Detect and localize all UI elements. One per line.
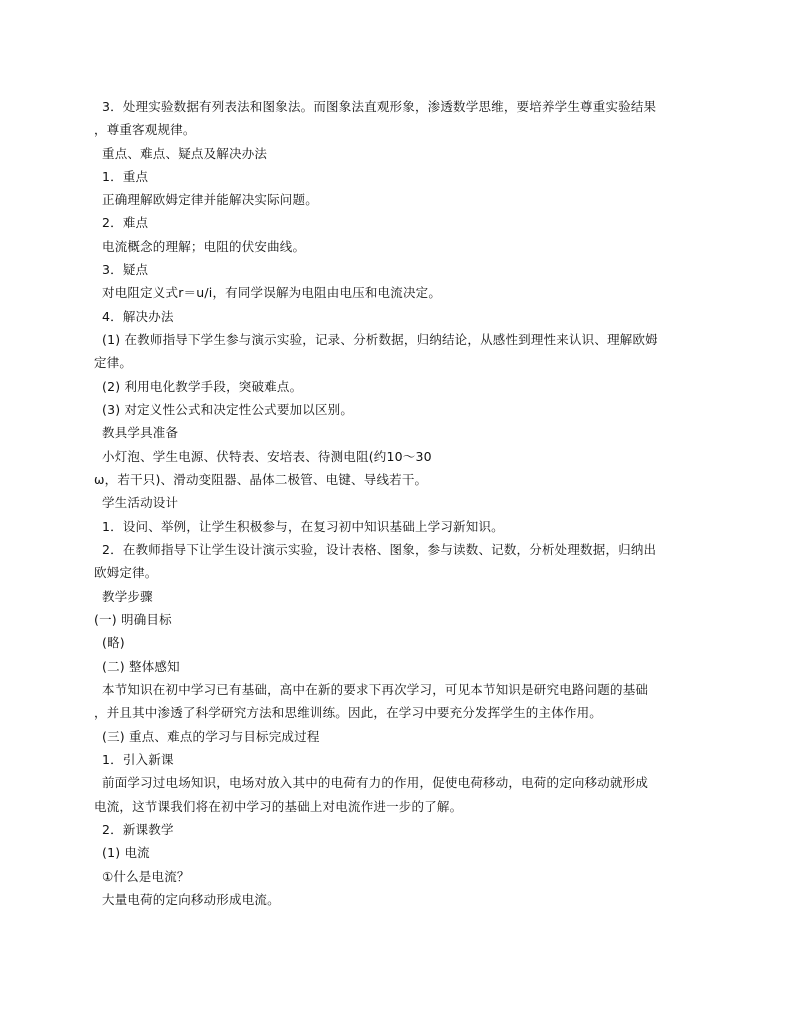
text-line: 正确理解欧姆定律并能解决实际问题。 — [102, 192, 318, 207]
text-line: (一) 明确目标 — [94, 612, 172, 627]
text-line: 欧姆定律。 — [94, 565, 158, 580]
section-heading: 教学步骤 — [102, 589, 153, 604]
text-line: 小灯泡、学生电源、伏特表、安培表、待测电阻(约10～30 — [102, 449, 432, 464]
text-line: 本节知识在初中学习已有基础，高中在新的要求下再次学习，可见本节知识是研究电路问题的基础 — [102, 682, 649, 697]
text-line: 1．设问、举例，让学生积极参与，在复习初中知识基础上学习新知识。 — [102, 519, 504, 534]
text-line: 4．解决办法 — [102, 309, 174, 324]
text-line: (三) 重点、难点的学习与目标完成过程 — [102, 729, 320, 744]
text-line: 电流概念的理解；电阻的伏安曲线。 — [102, 239, 306, 254]
text-line: (1) 电流 — [102, 845, 150, 860]
text-line: (3) 对定义性公式和决定性公式要加以区别。 — [102, 402, 354, 417]
text-line: (二) 整体感知 — [102, 659, 180, 674]
text-line: 3．疑点 — [102, 262, 149, 277]
text-line: (1) 在教师指导下学生参与演示实验，记录、分析数据，归纳结论，从感性到理性来认识、理解欧姆 — [102, 332, 658, 347]
text-line: (略) — [102, 635, 125, 650]
text-line: 3．处理实验数据有列表法和图象法。而图象法直观形象，渗透数学思维，要培养学生尊重实验结果 — [102, 99, 657, 114]
section-heading: 教具学具准备 — [102, 425, 179, 440]
text-line: 前面学习过电场知识，电场对放入其中的电荷有力的作用，促使电荷移动，电荷的定向移动就形成 — [102, 775, 649, 790]
text-line: 电流，这节课我们将在初中学习的基础上对电流作进一步的了解。 — [94, 799, 463, 814]
text-line: ，并且其中渗透了科学研究方法和思维训练。因此，在学习中要充分发挥学生的主体作用。 — [94, 705, 603, 720]
text-line: 2．在教师指导下让学生设计演示实验，设计表格、图象，参与读数、记数，分析处理数据，归纳出 — [102, 542, 657, 557]
text-line: 定律。 — [94, 355, 133, 370]
text-line: 大量电荷的定向移动形成电流。 — [102, 892, 280, 907]
text-line: ①什么是电流？ — [102, 869, 190, 884]
section-heading: 学生活动设计 — [102, 495, 179, 510]
text-line: 1．重点 — [102, 169, 149, 184]
section-heading: 重点、难点、疑点及解决办法 — [102, 146, 268, 161]
text-line: 对电阻定义式r＝u/i，有同学误解为电阻由电压和电流决定。 — [102, 285, 442, 300]
text-line: ω，若干只)、滑动变阻器、晶体二极管、电键、导线若干。 — [94, 472, 428, 487]
text-line: (2) 利用电化教学手段，突破难点。 — [102, 379, 303, 394]
text-line: ，尊重客观规律。 — [94, 122, 196, 137]
text-line: 1．引入新课 — [102, 752, 174, 767]
text-line: 2．新课教学 — [102, 822, 174, 837]
text-line: 2．难点 — [102, 215, 149, 230]
